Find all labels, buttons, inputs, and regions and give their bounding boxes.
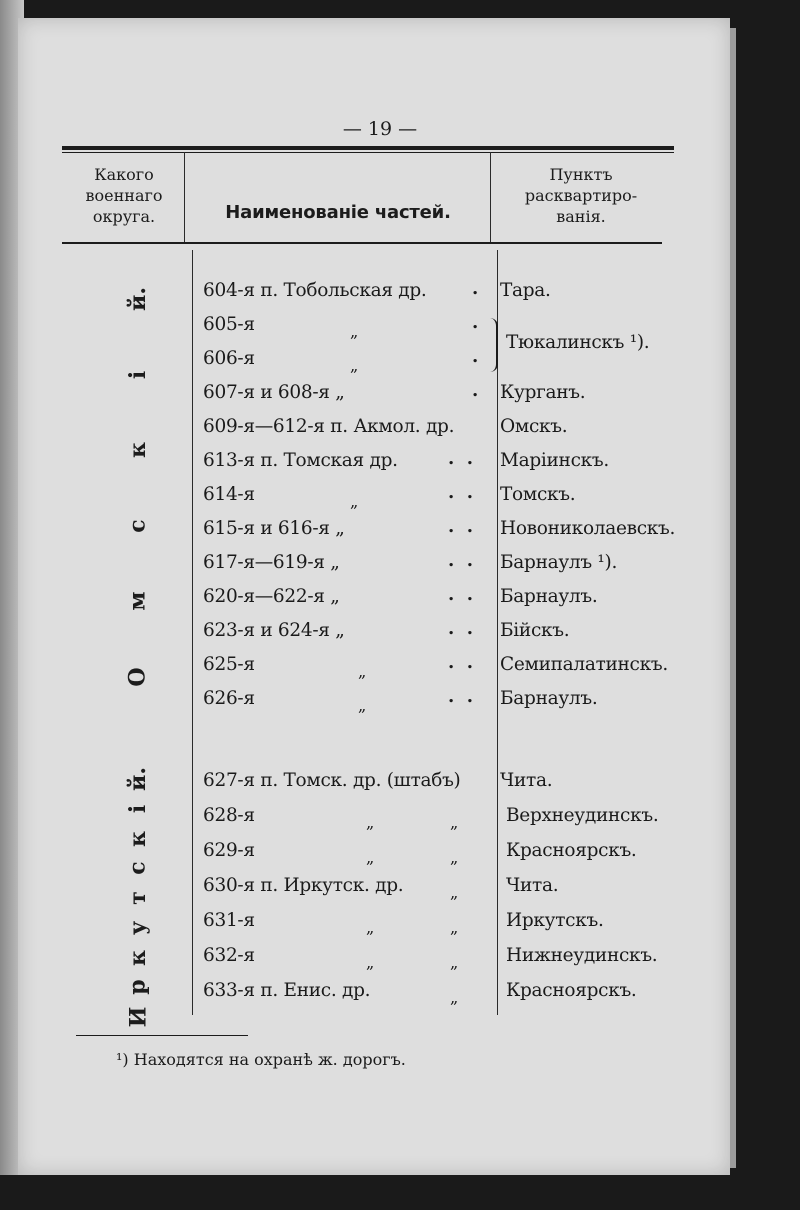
district-irkutsky: й. і к с т у к р И bbox=[124, 767, 151, 1028]
district-omsky: й. і к с м О bbox=[124, 287, 151, 687]
unit-row: 606-я bbox=[203, 348, 255, 369]
header-unit-names: Наименованіе частей. bbox=[225, 202, 451, 223]
ditto-mark: „ bbox=[358, 696, 367, 715]
place-row: Иркутскъ. bbox=[506, 910, 604, 931]
place-row: Нижнеудинскъ. bbox=[506, 945, 658, 966]
header-rule-bottom bbox=[62, 242, 662, 244]
place-row: Барнаулъ. bbox=[500, 586, 598, 607]
unit-row: 623-я и 624-я „ bbox=[203, 620, 345, 641]
ditto-mark: „ bbox=[450, 918, 459, 937]
unit-row: 631-я bbox=[203, 910, 255, 931]
column-divider-1-body bbox=[192, 250, 193, 1015]
leader-dot: . bbox=[472, 312, 479, 333]
leader-dot: . . bbox=[448, 686, 474, 707]
place-row: Томскъ. bbox=[500, 484, 576, 505]
unit-row: 605-я bbox=[203, 314, 255, 335]
place-row: Курганъ. bbox=[500, 382, 586, 403]
ditto-mark: „ bbox=[350, 492, 359, 511]
place-row: Верхнеудинскъ. bbox=[506, 805, 659, 826]
unit-row: 632-я bbox=[203, 945, 255, 966]
ditto-mark: „ bbox=[450, 883, 459, 902]
unit-row: 625-я bbox=[203, 654, 255, 675]
leader-dot: . bbox=[472, 346, 479, 367]
place-row: Барнаулъ ¹). bbox=[500, 552, 618, 573]
ditto-mark: „ bbox=[366, 918, 375, 937]
unit-row: 620-я—622-я „ bbox=[203, 586, 340, 607]
place-row: Тара. bbox=[500, 280, 551, 301]
leader-dot: . . bbox=[448, 550, 474, 571]
leader-dot: . . bbox=[448, 516, 474, 537]
ditto-mark: „ bbox=[350, 322, 359, 341]
leader-dot: . . bbox=[448, 584, 474, 605]
leader-dot: . . bbox=[448, 652, 474, 673]
place-row: Маріинскъ. bbox=[500, 450, 609, 471]
header-rule-top bbox=[62, 146, 674, 150]
place-row: Красноярскъ. bbox=[506, 840, 637, 861]
footnote: ¹) Находятся на охранѣ ж. дорогъ. bbox=[116, 1050, 406, 1069]
leader-dot: . . bbox=[448, 482, 474, 503]
ditto-mark: „ bbox=[366, 813, 375, 832]
place-row: Бійскъ. bbox=[500, 620, 570, 641]
leader-dot: . bbox=[472, 380, 479, 401]
unit-row: 609-я—612-я п. Акмол. др. bbox=[203, 416, 455, 437]
column-divider-1 bbox=[184, 152, 185, 242]
place-row: Новониколаевскъ. bbox=[500, 518, 676, 539]
ditto-mark: „ bbox=[366, 848, 375, 867]
leader-dot: . bbox=[472, 278, 479, 299]
place-row: Чита. bbox=[506, 875, 559, 896]
ditto-mark: „ bbox=[450, 813, 459, 832]
leader-dot: . . bbox=[448, 448, 474, 469]
unit-row: 630-я п. Иркутск. др. bbox=[203, 875, 404, 896]
unit-row: 633-я п. Енис. др. bbox=[203, 980, 371, 1001]
ditto-mark: „ bbox=[366, 953, 375, 972]
unit-row: 613-я п. Томская др. bbox=[203, 450, 398, 471]
brace bbox=[490, 318, 498, 372]
unit-row: 628-я bbox=[203, 805, 255, 826]
unit-row: 607-я и 608-я „ bbox=[203, 382, 345, 403]
unit-row: 626-я bbox=[203, 688, 255, 709]
place-row: Красноярскъ. bbox=[506, 980, 637, 1001]
header-district: Какого военнаго округа. bbox=[85, 165, 163, 226]
place-brace: Тюкалинскъ ¹). bbox=[506, 332, 650, 353]
header-quartering: Пунктъ расквартиро- ванія. bbox=[524, 165, 638, 226]
unit-row: 604-я п. Тобольская др. bbox=[203, 280, 427, 301]
place-row: Семипалатинскъ. bbox=[500, 654, 668, 675]
page-number: — 19 — bbox=[342, 118, 418, 140]
ditto-mark: „ bbox=[450, 848, 459, 867]
unit-row: 614-я bbox=[203, 484, 255, 505]
ditto-mark: „ bbox=[350, 356, 359, 375]
footnote-rule bbox=[76, 1035, 248, 1036]
place-row: Барнаулъ. bbox=[500, 688, 598, 709]
unit-row: 615-я и 616-я „ bbox=[203, 518, 345, 539]
unit-row: 617-я—619-я „ bbox=[203, 552, 340, 573]
place-row: Чита. bbox=[500, 770, 553, 791]
unit-row: 627-я п. Томск. др. (штабъ) bbox=[203, 770, 461, 791]
ditto-mark: „ bbox=[358, 662, 367, 681]
book-page bbox=[18, 18, 730, 1175]
ditto-mark: „ bbox=[450, 953, 459, 972]
ditto-mark: „ bbox=[450, 988, 459, 1007]
column-divider-2 bbox=[490, 152, 491, 242]
header-rule-thin bbox=[62, 152, 674, 153]
leader-dot: . . bbox=[448, 618, 474, 639]
place-row: Омскъ. bbox=[500, 416, 568, 437]
unit-row: 629-я bbox=[203, 840, 255, 861]
